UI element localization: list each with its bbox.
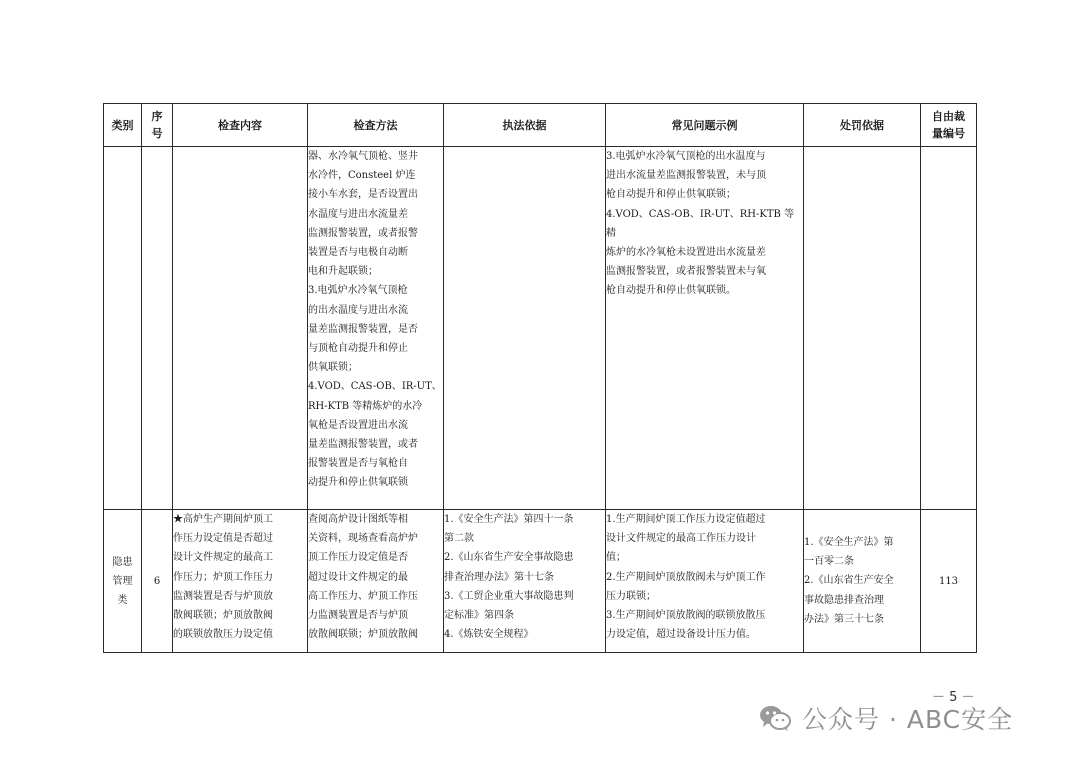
cell-index: 6 <box>142 510 173 653</box>
cell-code: 113 <box>921 510 977 653</box>
cell-category <box>104 147 142 510</box>
watermark-text: 公众号 · ABC安全 <box>802 705 1014 734</box>
cell-content <box>173 147 308 510</box>
inspection-table <box>103 103 977 653</box>
page-number: － 5 － <box>932 690 975 705</box>
cell-penalty <box>804 147 921 510</box>
header-examples: 常见问题示例 <box>606 104 804 147</box>
watermark <box>758 700 1013 736</box>
cell-examples: 1.生产期间炉顶工作压力设定值超过 设计文件规定的最高工作压力设计 值； 2.生产期间炉顶放散阀未与炉顶工作 压力联锁； 3.生产期间炉顶放散阀的联锁放散压 力设定值，超过设备设计压力值。 <box>606 510 804 653</box>
header-row <box>104 104 977 147</box>
header-index: 序 号 <box>142 104 173 147</box>
header-category: 类别 <box>104 104 142 147</box>
cell-examples: 3.电弧炉水冷氧气顶枪的出水温度与 进出水流量差监测报警装置，未与顶 枪自动提升和停止供氧联锁； 4.VOD、CAS-OB、IR-UT、RH-KTB 等精 炼炉的水冷氧枪未设置进出水流量差 监测报警装置，或者报警装置未与氧 枪自动提升和停止供氧联锁。 <box>606 147 804 510</box>
table-row <box>104 147 977 510</box>
header-content: 检查内容 <box>173 104 308 147</box>
cell-content: ★高炉生产期间炉顶工 作压力设定值是否超过 设计文件规定的最高工 作压力；炉顶工作压力 监测装置是否与炉顶放 散阀联锁；炉顶放散阀 的联锁放散压力设定值 <box>173 510 308 653</box>
cell-penalty: 1.《安全生产法》第 一百零二条 2.《山东省生产安全 事故隐患排查治理 办法》第三十七条 <box>804 510 921 653</box>
header-method: 检查方法 <box>308 104 444 147</box>
cell-code <box>921 147 977 510</box>
wechat-icon <box>758 701 792 735</box>
table-row <box>104 510 977 653</box>
cell-category: 隐患 管理 类 <box>104 510 142 653</box>
header-basis: 执法依据 <box>444 104 606 147</box>
header-code: 自由裁 量编号 <box>921 104 977 147</box>
cell-method: 查阅高炉设计图纸等相 关资料，现场查看高炉炉 顶工作压力设定值是否 超过设计文件规定的最 高工作压力、炉顶工作压 力监测装置是否与炉顶 放散阀联锁；炉顶放散阀 <box>308 510 444 653</box>
cell-basis <box>444 147 606 510</box>
header-penalty: 处罚依据 <box>804 104 921 147</box>
cell-basis: 1.《安全生产法》第四十一条 第二款 2.《山东省生产安全事故隐患 排查治理办法》第十七条 3.《工贸企业重大事故隐患判 定标准》第四条 4.《炼铁安全规程》 <box>444 510 606 653</box>
cell-index <box>142 147 173 510</box>
cell-method: 器、水冷氧气顶枪、竖井 水冷件，Consteel 炉连 接小车水套，是否设置出 水温度与进出水流量差 监测报警装置，或者报警 装置是否与电极自动断 电和升起联锁； 3.电弧炉水冷氧气顶枪 的出水温度与进出水流 量差监测报警装置，是否 与顶枪自动提升和停止 供氧联锁； 4.VOD、CAS-OB、IR-UT、 RH-KTB 等精炼炉的水冷 氧枪是否设置进出水流 量差监测报警装置，或者 报警装置是否与氧枪自 动提升和停止供氧联锁 <box>308 147 444 510</box>
